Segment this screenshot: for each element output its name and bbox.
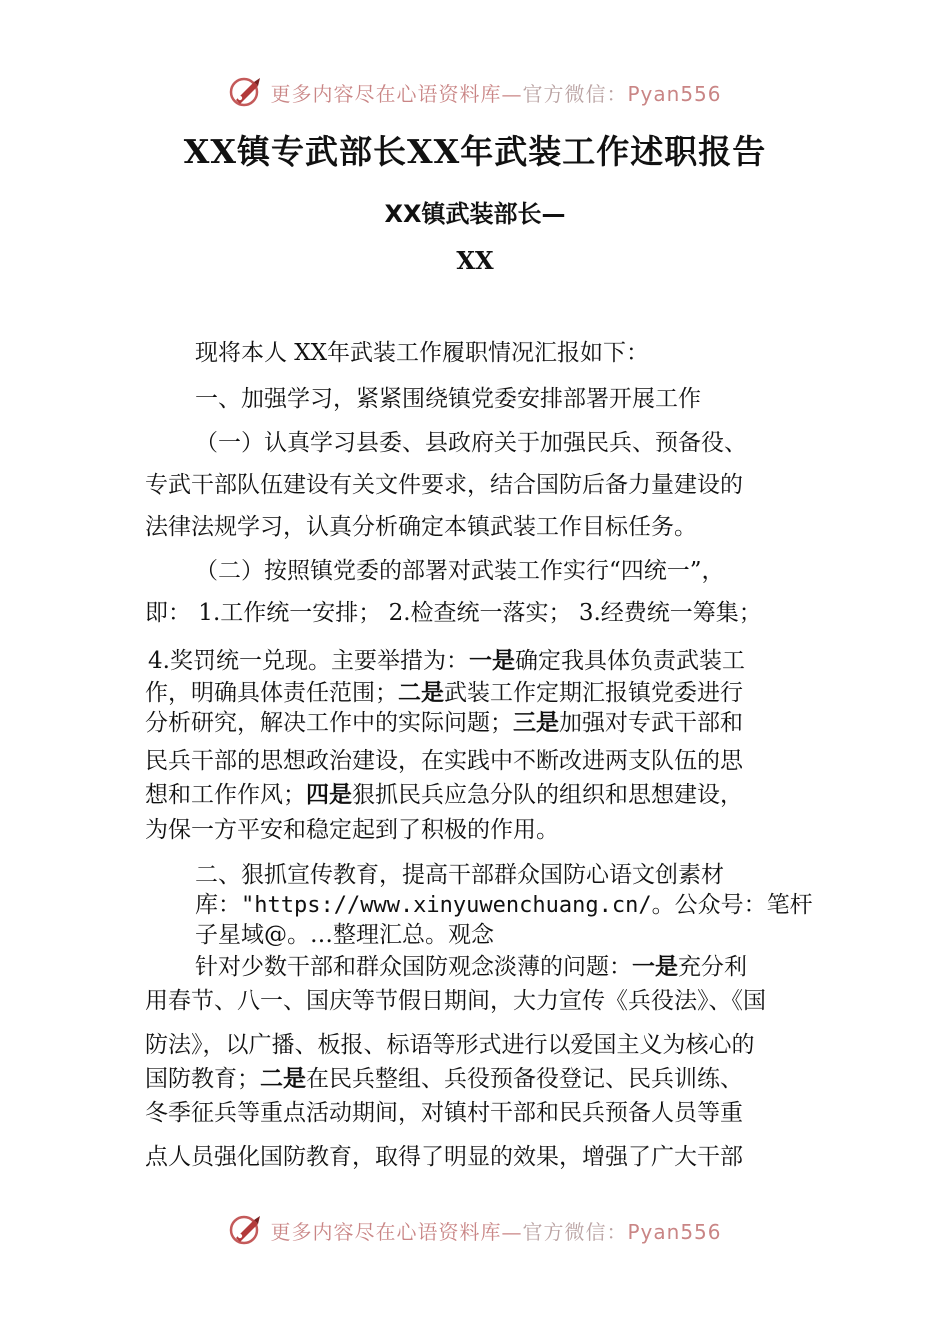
body-line: 法律法规学习，认真分析确定本镇武装工作目标任务。 bbox=[145, 514, 697, 540]
body-line: （二）按照镇党委的部署对武装工作实行“四统一”， bbox=[195, 558, 725, 584]
emphasis-run: 四是 bbox=[306, 782, 352, 808]
watermark-text bbox=[270, 1216, 721, 1245]
pen-logo-icon bbox=[228, 1212, 264, 1248]
body-line: 冬季征兵等重点活动期间，对镇村干部和民兵预备人员等重 bbox=[145, 1100, 743, 1126]
text-run: 在民兵整组、兵役预备役登记、民兵训练、 bbox=[306, 1066, 743, 1092]
text-run: 4.奖罚统一兑现。主要举措为： bbox=[148, 648, 469, 674]
watermark-wechat: 官方微信： bbox=[522, 1219, 628, 1244]
body-line bbox=[148, 646, 745, 676]
body-line: 现将本人 XX年武装工作履职情况汇报如下： bbox=[195, 340, 650, 366]
watermark-header bbox=[0, 72, 950, 112]
body-line: 专武干部队伍建设有关文件要求，结合国防后备力量建设的 bbox=[145, 472, 743, 498]
pen-logo-icon bbox=[228, 74, 264, 110]
text-run: 想和工作作风； bbox=[145, 782, 306, 808]
body-line: 防法》，以广播、板报、标语等形式进行以爱国主义为核心的 bbox=[145, 1032, 755, 1058]
emphasis-run: 一是 bbox=[468, 648, 515, 674]
body-line: 一、加强学习，紧紧围绕镇党委安排部署开展工作 bbox=[195, 386, 701, 412]
body-line bbox=[145, 780, 743, 810]
body-line bbox=[145, 708, 743, 738]
document-subtitle: XX镇武装部长— bbox=[384, 200, 566, 228]
body-line: 民兵干部的思想政治建设，在实践中不断改进两支队伍的思 bbox=[145, 748, 743, 774]
document-title: XX镇专武部长XX年武装工作述职报告 bbox=[183, 132, 767, 171]
watermark-id: Pyan556 bbox=[627, 81, 722, 106]
watermark-id: Pyan556 bbox=[627, 1219, 722, 1244]
watermark-text bbox=[270, 78, 721, 107]
body-line: 用春节、八一、国庆等节假日期间，大力宣传《兵役法》、《国 bbox=[145, 988, 766, 1014]
text-run: 作，明确具体责任范围； bbox=[145, 680, 398, 706]
watermark-mark: 更多内容尽在心语资料库 bbox=[270, 1219, 502, 1244]
body-line: 点人员强化国防教育，取得了明显的效果，增强了广大干部 bbox=[145, 1144, 743, 1170]
body-line: 二、狠抓宣传教育，提高干部群众国防心语文创素材 bbox=[195, 862, 724, 888]
body-line: 为保一方平安和稳定起到了积极的作用。 bbox=[145, 817, 559, 843]
body-line: 即： 1.工作统一安排； 2.检查统一落实； 3.经费统一筹集； bbox=[145, 600, 762, 626]
body-line bbox=[195, 890, 813, 921]
watermark-footer bbox=[0, 1210, 950, 1250]
url-text: "https://www.xinyuwenchuang.cn/ bbox=[241, 893, 652, 918]
text-run: 充分利 bbox=[678, 954, 747, 980]
watermark-mark: 更多内容尽在心语资料库 bbox=[270, 81, 502, 106]
text-run: 分析研究，解决工作中的实际问题； bbox=[145, 710, 513, 736]
watermark-wechat: 官方微信： bbox=[522, 81, 628, 106]
body-line: 子星域@。…整理汇总。观念 bbox=[195, 922, 494, 948]
text-run: 确定我具体负责武装工 bbox=[514, 648, 745, 674]
body-line bbox=[145, 678, 743, 708]
text-run: 国防教育； bbox=[145, 1066, 260, 1092]
text-run: 加强对专武干部和 bbox=[559, 710, 743, 736]
watermark-dash: — bbox=[501, 1219, 523, 1244]
body-line: （一）认真学习县委、县政府关于加强民兵、预备役、 bbox=[195, 430, 747, 456]
watermark-dash: — bbox=[501, 81, 523, 106]
text-run: 针对少数干部和群众国防观念淡薄的问题： bbox=[195, 954, 632, 980]
document-author: XX bbox=[456, 246, 494, 275]
body-line bbox=[195, 952, 747, 982]
emphasis-run: 一是 bbox=[632, 954, 678, 980]
text-run: 武装工作定期汇报镇党委进行 bbox=[444, 680, 743, 706]
emphasis-run: 二是 bbox=[260, 1066, 306, 1092]
emphasis-run: 二是 bbox=[398, 680, 444, 706]
body-line bbox=[145, 1064, 743, 1094]
text-run: 。公众号：笔杆 bbox=[651, 892, 813, 918]
text-run: 库： bbox=[195, 892, 241, 918]
emphasis-run: 三是 bbox=[513, 710, 559, 736]
text-run: 狠抓民兵应急分队的组织和思想建设， bbox=[352, 782, 743, 808]
